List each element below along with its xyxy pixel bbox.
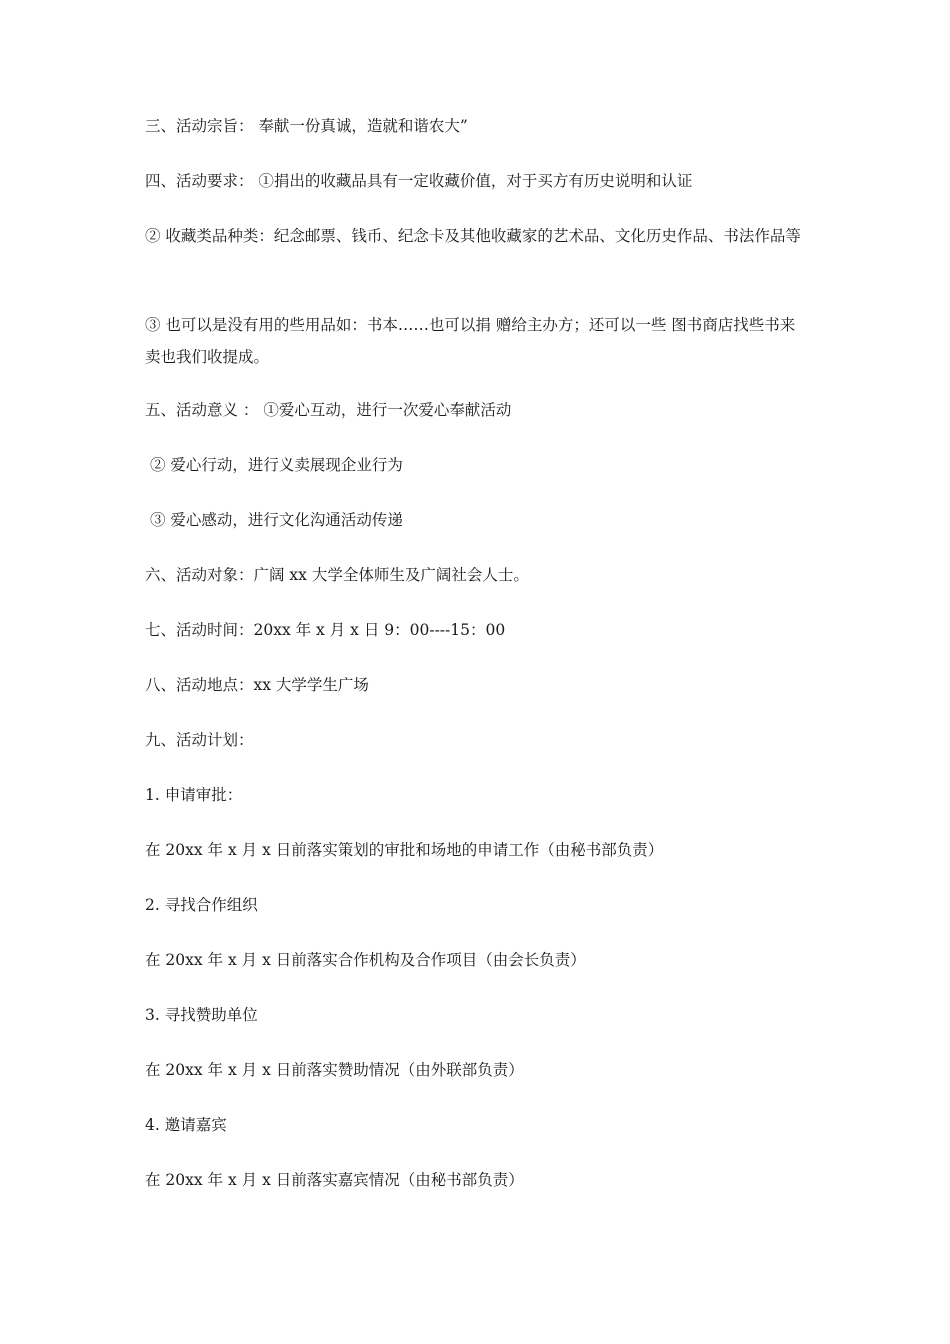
section-purpose: 三、活动宗旨： 奉献一份真诚，造就和谐农大” xyxy=(145,117,468,135)
section-plan: 九、活动计划： xyxy=(145,731,254,749)
section-location: 八、活动地点：xx 大学学生广场 xyxy=(145,676,369,694)
significance-item-2: ② 爱心行动，进行义卖展现企业行为 xyxy=(150,456,403,474)
significance-item-3: ③ 爱心感动，进行文化沟通活动传递 xyxy=(150,511,403,529)
plan-step-4-heading: 4. 邀请嘉宾 xyxy=(145,1116,227,1134)
section-time: 七、活动时间：20xx 年 x 月 x 日 9：00----15：00 xyxy=(145,621,506,639)
plan-step-2-heading: 2. 寻找合作组织 xyxy=(145,896,258,914)
plan-step-4-detail: 在 20xx 年 x 月 x 日前落实嘉宾情况（由秘书部负责） xyxy=(145,1171,524,1189)
plan-step-2-detail: 在 20xx 年 x 月 x 日前落实合作机构及合作项目（由会长负责） xyxy=(145,951,586,969)
plan-step-3-heading: 3. 寻找赞助单位 xyxy=(145,1006,258,1024)
plan-step-3-detail: 在 20xx 年 x 月 x 日前落实赞助情况（由外联部负责） xyxy=(145,1061,524,1079)
section-audience: 六、活动对象：广阔 xx 大学全体师生及广阔社会人士。 xyxy=(145,566,529,584)
plan-step-1-detail: 在 20xx 年 x 月 x 日前落实策划的审批和场地的申请工作（由秘书部负责） xyxy=(145,841,664,859)
section-significance: 五、活动意义 ： ①爱心互动，进行一次爱心奉献活动 xyxy=(145,401,512,419)
section-requirements: 四、活动要求： ①捐出的收藏品具有一定收藏价值，对于买方有历史说明和认证 xyxy=(145,172,693,190)
requirement-item-2: ② 收藏类品种类：纪念邮票、钱币、纪念卡及其他收藏家的艺术品、文化历史作品、书法作品等 xyxy=(145,227,801,245)
plan-step-1-heading: 1. 申请审批： xyxy=(145,786,243,804)
requirement-item-3: ③ 也可以是没有用的些用品如：书本……也可以捐 赠给主办方；还可以一些 图书商店找些书来卖也我们收提成。 xyxy=(145,316,796,366)
